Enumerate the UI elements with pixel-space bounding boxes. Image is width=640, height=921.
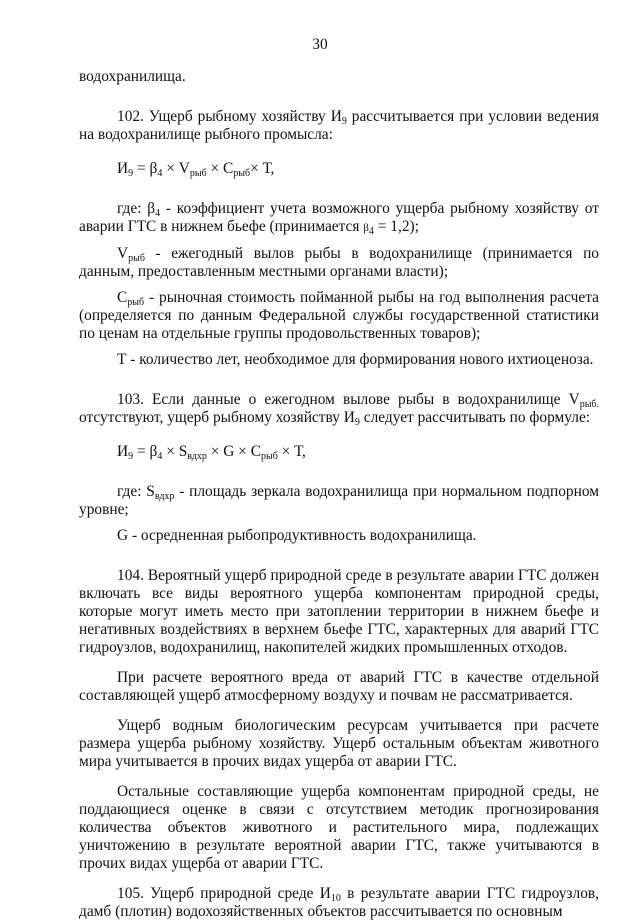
paragraph-104: 104. Вероятный ущерб природной среде в результате аварии ГТС должен включать все виды вероятного ущерба компонентам природной среды, которые могут иметь место при затоплении территории в нижнем бьефе и негативных воздействиях в верхнем бьефе ГТС, характерных для аварий ГТС гидроузлов, водохранилищ, накопителей жидких промышленных отходов. [79, 567, 599, 656]
definition-g: G - осредненная рыбопродуктивность водохранилища. [117, 527, 477, 544]
page-content [79, 68, 599, 921]
paragraph-103: 103. Если данные о ежегодном вылове рыбы в водохранилище $V_{рыб.}$ отсутствуют, ущерб рыбному хозяйству $И_9$ следует рассчитывать по формуле: [79, 391, 599, 428]
definition-c-fish: $С_{рыб}$ - рыночная стоимость пойманной рыбы на год выполнения расчета (определяется по данным Федеральной службы государственной статистики по ценам на отдельные группы продовольственных товаров); [79, 289, 599, 342]
definition-t: Т - количество лет, необходимое для формирования нового ихтиоценоза. [117, 351, 594, 368]
paragraph-104-air-soil: При расчете вероятного вреда от аварий ГТС в качестве отдельной составляющей ущерб атмосферному воздуху и почвам не рассматривается. [79, 669, 599, 704]
paragraph-102: 102. Ущерб рыбному хозяйству $И_9$ рассчитывается при условии ведения на водохранилище рыбного промысла: [79, 108, 599, 143]
formula-fish-damage: $И_9 = \beta_4 \times V_{рыб} \times С_{рыб}\times Т$, [117, 160, 275, 179]
formula-fish-damage-alt: $И_9 = \beta_4 \times S_{вдхр} \times G \times С_{рыб} \times Т$, [117, 443, 306, 462]
definition-beta4: где: $\beta_4$ - коэффициент учета возможного ущерба рыбному хозяйству от аварии ГТС в нижнем бьефе (принимается $\beta_4 = 1,2$); [79, 200, 599, 237]
paragraph-104-bio-resources: Ущерб водным биологическим ресурсам учитывается при расчете размера ущерба рыбному хозяйству. Ущерб остальным объектам животного мира учитывается в прочих видах ущерба от аварии ГТС. [79, 717, 599, 770]
page-number: 30 [312, 36, 328, 53]
paragraph-104-other-components: Остальные составляющие ущерба компонентам природной среды, не поддающиеся оценке в связи с отсутствием методик прогнозирования количества объектов животного и растительного мира, подлежащих уничтожению в результате вероятной аварии ГТС, также учитываются в прочих видах ущерба от аварии ГТС. [79, 783, 599, 872]
definition-s-reservoir: где: $S_{вдхр}$ - площадь зеркала водохранилища при нормальном подпорном уровне; [79, 483, 599, 518]
continuation-line: водохранилища. [79, 68, 186, 85]
definition-v-fish: $V_{рыб}$ - ежегодный вылов рыбы в водохранилище (принимается по данным, предоставленным местными органами власти); [79, 245, 599, 280]
paragraph-105: 105. Ущерб природной среде $И_{10}$ в результате аварии ГТС гидроузлов, дамб (плотин) водохозяйственных объектов рассчитывается по основным [79, 885, 600, 920]
